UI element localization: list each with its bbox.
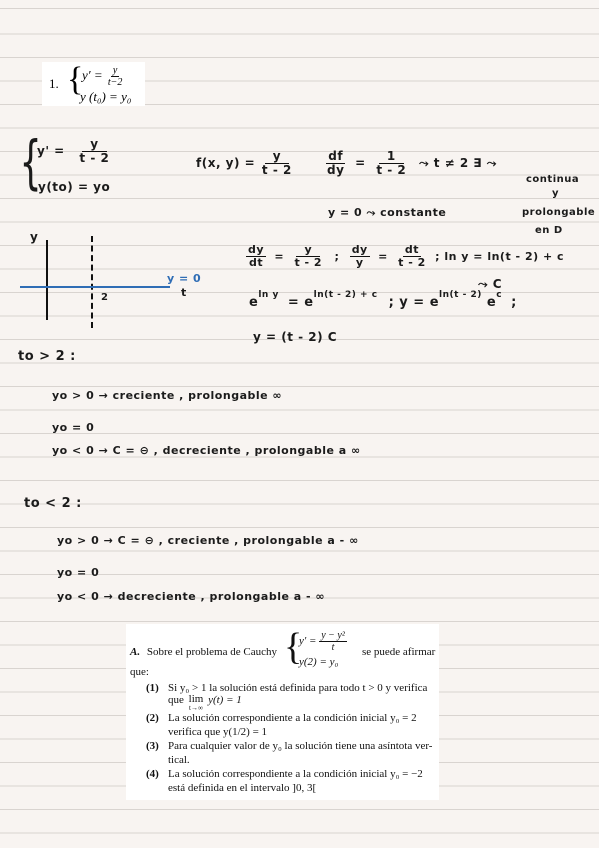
question-tail: se puede afirmar	[362, 646, 436, 658]
hw-horizontal-axis	[20, 286, 170, 288]
hw-case1-line2: yo = 0	[52, 421, 95, 434]
hw-case2-title: to < 2 :	[24, 496, 82, 511]
hw-y0-constante: y = 0 ⤳ constante	[328, 206, 447, 219]
problem-number: 1.	[49, 76, 59, 91]
question-intro: A. Sobre el problema de Cauchy	[130, 646, 277, 658]
option-2-line2: verifica que y(1/2) = 1	[168, 726, 268, 738]
option-3-line1: Para cualquier valor de y₀ la solución tiene una asíntota ver-	[168, 740, 433, 752]
question-brace: {	[284, 626, 303, 668]
option-1-label: (1)	[146, 682, 159, 694]
hw-axis-y0-label: y = 0	[167, 272, 202, 285]
hw-axis-t-label: t	[181, 286, 187, 299]
hw-en-d: en D	[535, 225, 563, 236]
hw-f-def: f(x, y) = $\frac{y}{t - 2}$	[196, 149, 292, 178]
hw-solution: y = (t - 2) C	[253, 330, 338, 344]
option-1-line1: Si y₀ > 1 la solución está definida para todo t > 0 y verifica	[168, 682, 428, 694]
hw-case2-line2: yo = 0	[57, 566, 100, 579]
hw-case1-line3: yo < 0 → C = ⊖ , decreciente , prolongable a ∞	[52, 444, 361, 457]
option-3-label: (3)	[146, 740, 159, 752]
problem-eq2: y (t₀) = y₀	[80, 89, 132, 104]
problem-eq1: y′ = $\frac{y}{t-2}$	[82, 65, 123, 88]
question-eq1: y′ = $\frac{\text{y − y²}}{t}$	[299, 630, 345, 653]
hw-sys-eq1: y' = $\frac{y}{t - 2}$	[37, 137, 110, 166]
hw-dashed-asymptote	[91, 236, 93, 328]
left-brace: {	[67, 61, 84, 98]
question-eq2: y(2) = y₀	[299, 656, 339, 668]
option-4-label: (4)	[146, 768, 159, 780]
hw-exp-arrow-c: ⤳ C	[478, 277, 503, 291]
question-tail2: que:	[130, 666, 149, 678]
option-2-label: (2)	[146, 712, 159, 724]
option-2-line1: La solución correspondiente a la condición inicial y₀ = 2	[168, 712, 417, 724]
hw-continua: continua	[526, 174, 580, 185]
option-4-line2: está definida en el intervalo ]0, 3[	[168, 782, 317, 794]
hw-sys-eq2: y(to) = yo	[38, 180, 111, 194]
hw-exponentials: $e^{ln y} = e^{ln(t - 2) + c}$ ; $y = e^{ln(t - 2)}$ $e^c$ ;	[249, 290, 517, 310]
option-3-line2: tical.	[168, 754, 190, 766]
hw-case1-line1: yo > 0 → creciente , prolongable ∞	[52, 389, 283, 402]
question-panel	[126, 624, 439, 800]
hw-prolongable: prolongable	[522, 207, 596, 218]
problem-1-box	[42, 62, 145, 106]
hw-y-word: y	[552, 188, 560, 199]
hw-df-dy: $\frac{df}{dy}$ = $\frac{1}{t - 2}$ ⤳ t ≠ 2 ∃ ⤳	[327, 149, 497, 178]
hw-separation: $\frac{dy}{dt}$ = $\frac{y}{t - 2}$ ; $\frac{dy}{y}$ = $\frac{dt}{t - 2}$ ; ln y = ln(t - 2) + c	[248, 243, 565, 270]
hw-axis-y-label: y	[30, 230, 39, 244]
option-4-line1: La solución correspondiente a la condición inicial y₀ = −2	[168, 768, 423, 780]
hw-case2-line1: yo > 0 → C = ⊖ , creciente , prolongable a - ∞	[57, 534, 359, 547]
option-1-line2: que lim t→∞ y(t) = 1	[168, 693, 242, 712]
hw-axis-2-label: 2	[101, 292, 109, 303]
hw-case2-line3: yo < 0 → decreciente , prolongable a - ∞	[57, 590, 326, 603]
hw-big-brace: {	[19, 128, 42, 196]
hw-case1-title: to > 2 :	[18, 349, 76, 364]
hw-vertical-axis	[46, 240, 48, 320]
